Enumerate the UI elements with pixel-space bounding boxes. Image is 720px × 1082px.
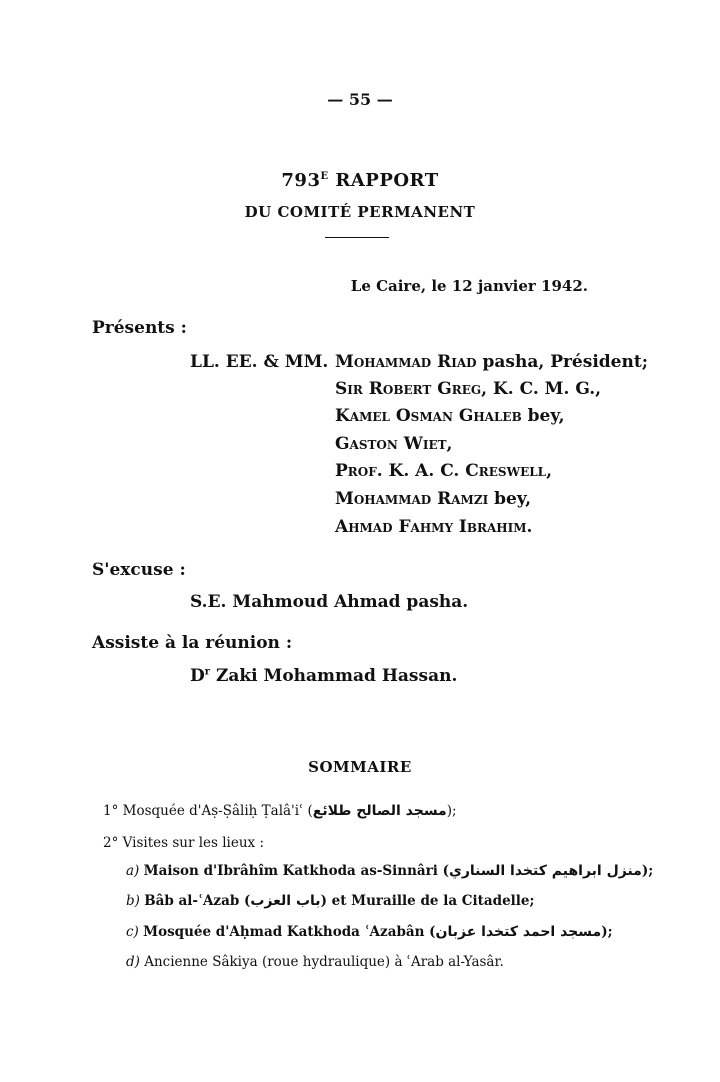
report-title xyxy=(0,170,720,191)
member-name: Prof. K. A. C. Creswell, xyxy=(335,461,553,481)
subitem-text: Mosquée d'Aḥmad Katkhoda ʿAzabân ( xyxy=(143,924,436,940)
title-abbrev: D xyxy=(190,666,205,686)
subitem-after: ); xyxy=(641,863,654,879)
subitem-marker: a) xyxy=(126,863,140,879)
member-line xyxy=(335,461,552,481)
item-marker: 1° xyxy=(103,803,119,819)
subitem-after: ); xyxy=(601,924,613,940)
subitem-text: Bâb al-ʿAzab ( xyxy=(144,893,251,909)
summary-subitem xyxy=(126,893,535,909)
member-name: Mohammad Ramzi xyxy=(335,489,489,509)
attending-name: Zaki Mohammad Hassan. xyxy=(210,666,458,686)
subitem-text: Ancienne Sâkiya (roue hydraulique) à ʿArab al-Yasâr. xyxy=(144,954,504,970)
item-after: ); xyxy=(446,803,457,819)
subitem-after: ) et Muraille de la Citadelle; xyxy=(320,893,535,909)
arabic-text: مسجد احمد كتخدا عزبان xyxy=(435,924,602,940)
presents-label: Présents : xyxy=(92,318,187,338)
summary-subitem xyxy=(126,924,613,940)
member-suffix: bey, xyxy=(488,489,532,509)
summary-item xyxy=(103,835,264,851)
member-name: Ahmad Fahmy Ibrahim. xyxy=(335,517,533,537)
member-name: Mohammad Riad xyxy=(335,352,477,372)
excused-person: S.E. Mahmoud Ahmad pasha. xyxy=(190,592,469,612)
member-line xyxy=(335,406,565,426)
summary-title: SOMMAIRE xyxy=(308,758,412,776)
member-line xyxy=(335,517,532,537)
item-text: Mosquée d'Aṣ-Ṣâliḥ Ṭalâ'iʿ ( xyxy=(122,803,313,819)
member-suffix: pasha, Président; xyxy=(476,352,648,372)
report-subtitle: DU COMITÉ PERMANENT xyxy=(244,203,476,221)
summary-item xyxy=(103,803,457,819)
member-line xyxy=(335,489,531,509)
report-number-superscript: E xyxy=(320,171,329,182)
attending-person xyxy=(190,666,457,686)
summary-subitem xyxy=(126,863,653,879)
title-abbrev-superscript: r xyxy=(204,666,211,678)
subitem-text: Maison d'Ibrâhîm Katkhoda as-Sinnâri ( xyxy=(143,863,449,879)
member-suffix: bey, xyxy=(521,406,565,426)
excuse-label: S'excuse : xyxy=(92,560,186,580)
assiste-label: Assiste à la réunion : xyxy=(92,633,293,653)
arabic-text: باب العزب xyxy=(250,893,321,909)
member-name: Sir Robert Greg, xyxy=(335,379,488,399)
presents-lead: LL. EE. & MM. xyxy=(190,352,329,372)
subitem-marker: d) xyxy=(126,954,140,970)
member-line xyxy=(335,352,648,372)
member-line xyxy=(335,434,452,454)
arabic-text: منزل ابراهيم كتخدا السناري xyxy=(449,863,642,879)
subitem-marker: b) xyxy=(126,893,140,909)
date-line: Le Caire, le 12 janvier 1942. xyxy=(350,277,588,295)
report-number: 793 xyxy=(281,170,321,191)
item-text: Visites sur les lieux : xyxy=(122,835,265,851)
member-line xyxy=(335,379,601,399)
item-marker: 2° xyxy=(103,835,119,851)
member-name: Kamel Osman Ghaleb xyxy=(335,406,522,426)
member-suffix: K. C. M. G., xyxy=(487,379,602,399)
title-divider xyxy=(325,237,389,238)
page-number: — 55 — xyxy=(327,90,393,109)
subitem-marker: c) xyxy=(126,924,139,940)
summary-subitem xyxy=(126,954,504,970)
arabic-text: مسجد الصالح طلائع xyxy=(312,803,447,819)
report-title-word: RAPPORT xyxy=(328,170,439,191)
member-name: Gaston Wiet, xyxy=(335,434,453,454)
